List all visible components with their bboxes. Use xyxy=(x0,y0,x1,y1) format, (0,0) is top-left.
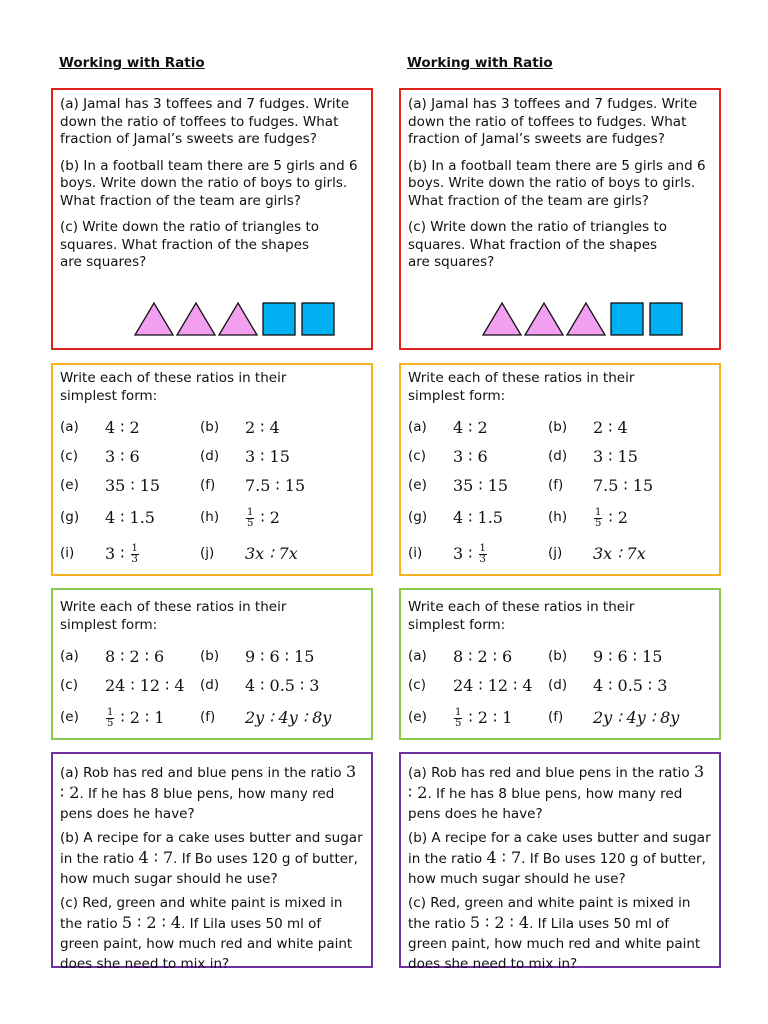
question-c-shapes: (c) Write down the ratio of triangles to squares. What fraction of the shapes are squares? xyxy=(60,219,319,270)
question-b-football: (b) In a football team there are 5 girls and 6 boys. Write down the ratio of boys to girls. What fraction of the team are girls? xyxy=(408,157,706,209)
ratio-expression: 7.5 ∶ 15 xyxy=(245,475,306,495)
item-label: (b) xyxy=(548,647,568,664)
ratio-expression-fraction: $\frac{1}{5}$ ∶ 2 xyxy=(595,506,628,529)
ratio-grid xyxy=(60,642,364,736)
question-box-three-part xyxy=(51,588,373,740)
ratio-expression: 9 ∶ 6 ∶ 15 xyxy=(245,646,315,666)
item-label: (e) xyxy=(60,709,79,726)
instruction-text: Write each of these ratios in their simplest form: xyxy=(60,370,287,404)
ratio-expression: 3 ∶ 6 xyxy=(105,446,140,466)
question-a-pens: (a) Rob has red and blue pens in the ratio 3 ∶ 2. If he has 8 blue pens, how many red pens does he have? xyxy=(60,762,357,822)
ratio-expression-fraction: $\frac{1}{5}$ ∶ 2 ∶ 1 xyxy=(107,706,165,729)
item-label: (a) xyxy=(60,418,79,435)
item-label: (h) xyxy=(200,509,220,526)
ratio-expression: 35 ∶ 15 xyxy=(453,475,509,495)
triangle-shape xyxy=(135,303,173,335)
fraction: $\frac{1}{5}$ xyxy=(247,506,254,529)
question-c-shapes: (c) Write down the ratio of triangles to squares. What fraction of the shapes are squares? xyxy=(408,219,667,270)
item-label: (i) xyxy=(60,545,75,562)
ratio-expression: 4 ∶ 0.5 ∶ 3 xyxy=(593,675,668,695)
ratio-expression: 4 ∶ 1.5 xyxy=(453,508,503,528)
question-b-recipe: (b) A recipe for a cake uses butter and sugar in the ratio 4 ∶ 7. If Bo uses 120 g of butter, how much sugar should he use? xyxy=(408,830,711,887)
ratio-expression: 4 ∶ 2 xyxy=(453,417,488,437)
item-label: (c) xyxy=(60,447,78,464)
item-label: (c) xyxy=(408,447,426,464)
triangle-shape xyxy=(177,303,215,335)
ratio-value: 5 ∶ 2 ∶ 4 xyxy=(469,913,530,932)
item-label: (d) xyxy=(548,447,568,464)
fraction: $\frac{1}{3}$ xyxy=(479,542,486,565)
item-label: (d) xyxy=(548,676,568,693)
question-box-three-part xyxy=(399,588,721,740)
ratio-grid xyxy=(408,413,712,572)
ratio-expression: 3 ∶ 15 xyxy=(593,446,638,466)
item-label: (f) xyxy=(200,709,216,726)
ratio-expression: 4 ∶ 1.5 xyxy=(105,508,155,528)
ratio-expression: 7.5 ∶ 15 xyxy=(593,475,654,495)
item-label: (e) xyxy=(408,709,427,726)
item-label: (b) xyxy=(548,418,568,435)
ratio-expression-fraction: 3 ∶ $\frac{1}{3}$ xyxy=(105,542,138,565)
item-label: (a) xyxy=(408,418,427,435)
item-label: (e) xyxy=(60,476,79,493)
question-box-sharing xyxy=(399,752,721,972)
ratio-expression: 8 ∶ 2 ∶ 6 xyxy=(105,646,165,666)
ratio-expression-fraction: $\frac{1}{5}$ ∶ 2 xyxy=(247,506,280,529)
item-label: (j) xyxy=(548,545,563,562)
question-box-fractions xyxy=(51,88,373,350)
item-label: (c) xyxy=(408,676,426,693)
ratio-value: 3 ∶ 2 xyxy=(408,762,705,802)
fraction: $\frac{1}{5}$ xyxy=(107,706,114,729)
item-label: (a) xyxy=(408,647,427,664)
ratio-expression: 24 ∶ 12 ∶ 4 xyxy=(453,675,533,695)
ratio-expression: 2y ∶ 4y ∶ 8y xyxy=(245,708,332,728)
item-label: (e) xyxy=(408,476,427,493)
worksheet-title: Working with Ratio xyxy=(59,55,205,71)
ratio-expression: 4 ∶ 2 xyxy=(105,417,140,437)
ratio-expression-fraction: $\frac{1}{5}$ ∶ 2 ∶ 1 xyxy=(455,706,513,729)
item-label: (h) xyxy=(548,509,568,526)
ratio-grid xyxy=(408,642,712,736)
item-label: (c) xyxy=(60,676,78,693)
ratio-expression: 35 ∶ 15 xyxy=(105,475,161,495)
instruction-text: Write each of these ratios in their simplest form: xyxy=(408,370,635,404)
question-box-simplify xyxy=(399,363,721,576)
ratio-value: 4 ∶ 7 xyxy=(138,848,174,867)
question-b-football: (b) In a football team there are 5 girls and 6 boys. Write down the ratio of boys to girls. What fraction of the team are girls? xyxy=(60,157,358,209)
fraction: $\frac{1}{5}$ xyxy=(455,706,462,729)
ratio-expression: 4 ∶ 0.5 ∶ 3 xyxy=(245,675,320,695)
question-box-sharing xyxy=(51,752,373,972)
item-label: (d) xyxy=(200,447,220,464)
ratio-expression-fraction: 3 ∶ $\frac{1}{3}$ xyxy=(453,542,486,565)
question-c-paint: (c) Red, green and white paint is mixed in the ratio 5 ∶ 2 ∶ 4. If Lila uses 50 ml of green paint, how much red and white paint does she need to mix in? xyxy=(60,895,353,972)
instruction-text: Write each of these ratios in their simplest form: xyxy=(408,599,635,633)
ratio-expression: 9 ∶ 6 ∶ 15 xyxy=(593,646,663,666)
item-label: (b) xyxy=(200,418,220,435)
question-a-sweets: (a) Jamal has 3 toffees and 7 fudges. Write down the ratio of toffees to fudges. What fraction of Jamal’s sweets are fudges? xyxy=(60,96,350,147)
triangle-shape xyxy=(525,303,563,335)
question-box-simplify xyxy=(51,363,373,576)
item-label: (b) xyxy=(200,647,220,664)
ratio-expression: 3 ∶ 6 xyxy=(453,446,488,466)
item-label: (a) xyxy=(60,647,79,664)
ratio-value: 3 ∶ 2 xyxy=(60,762,357,802)
ratio-expression: 8 ∶ 2 ∶ 6 xyxy=(453,646,513,666)
ratio-expression: 2y ∶ 4y ∶ 8y xyxy=(593,708,680,728)
ratio-expression: 24 ∶ 12 ∶ 4 xyxy=(105,675,185,695)
ratio-expression: 3x ∶ 7x xyxy=(593,544,646,564)
item-label: (i) xyxy=(408,545,423,562)
ratio-grid xyxy=(60,413,364,572)
ratio-expression: 3 ∶ 15 xyxy=(245,446,290,466)
ratio-expression: 2 ∶ 4 xyxy=(593,417,628,437)
square-shape xyxy=(302,303,334,335)
ratio-expression: 3x ∶ 7x xyxy=(245,544,298,564)
shapes-figure xyxy=(481,301,691,337)
triangle-shape xyxy=(483,303,521,335)
ratio-expression: 2 ∶ 4 xyxy=(245,417,280,437)
worksheet-title: Working with Ratio xyxy=(407,55,553,71)
ratio-value: 5 ∶ 2 ∶ 4 xyxy=(121,913,182,932)
triangle-shape xyxy=(567,303,605,335)
fraction: $\frac{1}{5}$ xyxy=(595,506,602,529)
item-label: (g) xyxy=(60,509,80,526)
square-shape xyxy=(650,303,682,335)
square-shape xyxy=(611,303,643,335)
instruction-text: Write each of these ratios in their simplest form: xyxy=(60,599,287,633)
item-label: (f) xyxy=(548,709,564,726)
question-a-sweets: (a) Jamal has 3 toffees and 7 fudges. Write down the ratio of toffees to fudges. What fraction of Jamal’s sweets are fudges? xyxy=(408,96,698,147)
item-label: (f) xyxy=(548,476,564,493)
item-label: (f) xyxy=(200,476,216,493)
triangle-shape xyxy=(219,303,257,335)
ratio-value: 4 ∶ 7 xyxy=(486,848,522,867)
question-b-recipe: (b) A recipe for a cake uses butter and sugar in the ratio 4 ∶ 7. If Bo uses 120 g of butter, how much sugar should he use? xyxy=(60,830,363,887)
question-c-paint: (c) Red, green and white paint is mixed in the ratio 5 ∶ 2 ∶ 4. If Lila uses 50 ml of green paint, how much red and white paint does she need to mix in? xyxy=(408,895,701,972)
fraction: $\frac{1}{3}$ xyxy=(131,542,138,565)
item-label: (j) xyxy=(200,545,215,562)
question-box-fractions xyxy=(399,88,721,350)
square-shape xyxy=(263,303,295,335)
question-a-pens: (a) Rob has red and blue pens in the ratio 3 ∶ 2. If he has 8 blue pens, how many red pens does he have? xyxy=(408,762,705,822)
shapes-figure xyxy=(133,301,343,337)
item-label: (g) xyxy=(408,509,428,526)
item-label: (d) xyxy=(200,676,220,693)
